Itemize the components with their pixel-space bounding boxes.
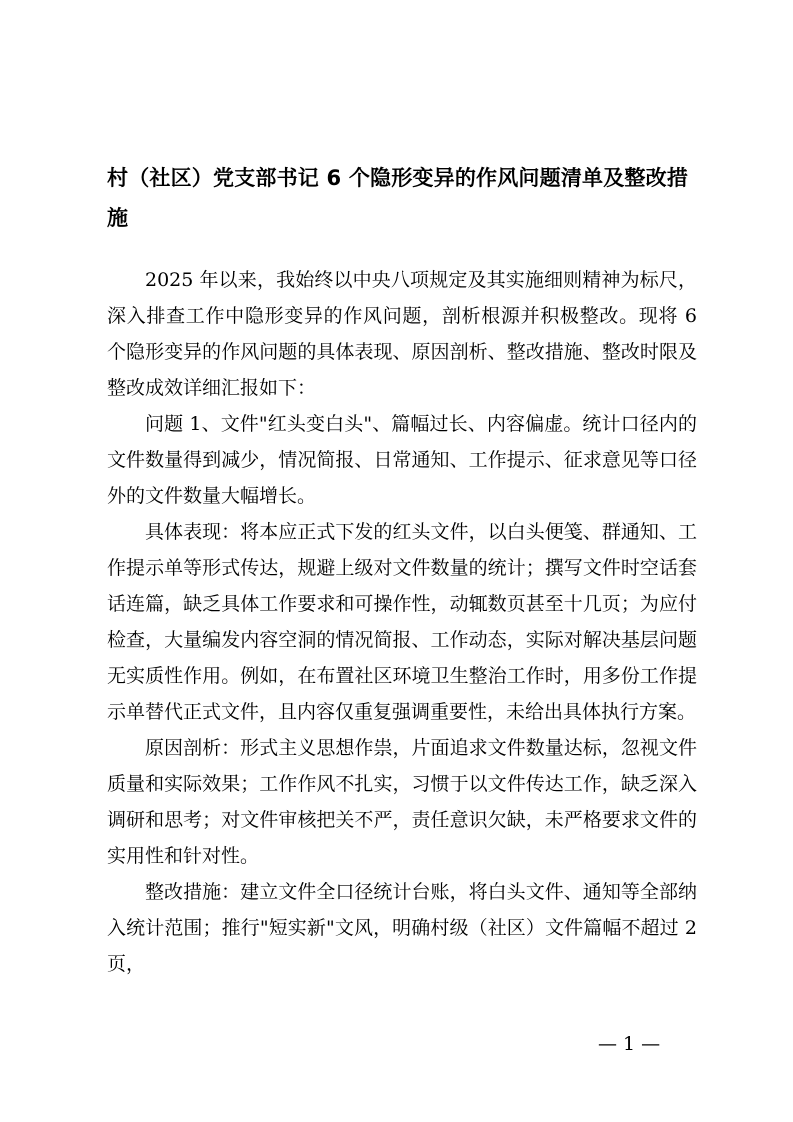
paragraph-rectification: 整改措施：建立文件全口径统计台账，将白头文件、通知等全部纳入统计范围；推行"短实新"文风，明确村级（社区）文件篇幅不超过 2 页， [107,881,697,975]
paragraph-intro: 2025 年以来，我始终以中央八项规定及其实施细则精神为标尺，深入排查工作中隐形变异的作风问题，剖析根源并积极整改。现将 6 个隐形变异的作风问题的具体表现、原因剖析、整改措施、整改时限及整改成效详细汇报如下： [107,269,697,399]
page-number: — 1 — [598,1033,661,1055]
document-body [107,262,697,982]
paragraph-manifestation: 具体表现：将本应正式下发的红头文件，以白头便笺、群通知、工作提示单等形式传达，规避上级对文件数量的统计；撰写文件时空话套话连篇，缺乏具体工作要求和可操作性，动辄数页甚至十几页；为应付检查，大量编发内容空洞的情况简报、工作动态，实际对解决基层问题无实质性作用。例如，在布置社区环境卫生整治工作时，用多份工作提示单替代正式文件，且内容仅重复强调重要性，未给出具体执行方案。 [107,521,697,723]
paragraph-problem-1: 问题 1、文件"红头变白头"、篇幅过长、内容偏虚。统计口径内的文件数量得到减少，情况简报、日常通知、工作提示、征求意见等口径外的文件数量大幅增长。 [107,413,697,507]
document-title: 村（社区）党支部书记 6 个隐形变异的作风问题清单及整改措施 [107,166,689,230]
paragraph-cause-analysis: 原因剖析：形式主义思想作祟，片面追求文件数量达标，忽视文件质量和实际效果；工作作风不扎实，习惯于以文件传达工作，缺乏深入调研和思考；对文件审核把关不严，责任意识欠缺，未严格要求文件的实用性和针对性。 [107,737,697,867]
